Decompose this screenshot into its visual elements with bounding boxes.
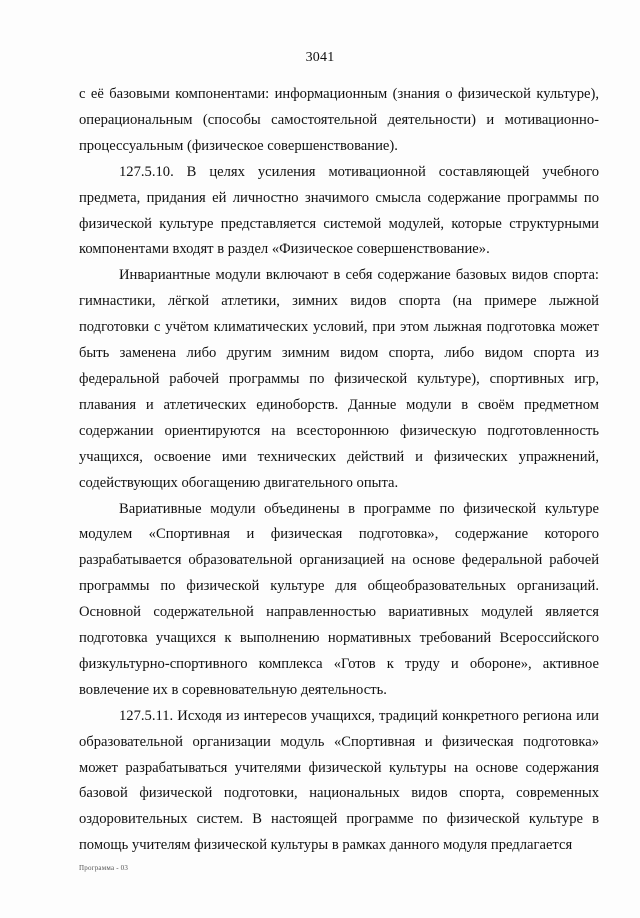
paragraph-invariant-modules: Инвариантные модули включают в себя содержание базовых видов спорта: гимнастики, лёгкой атлетики, зимних видов спорта (на примере лыжной подготовки с учётом климатических условий, при этом лыжная подготовка может быть заменена либо другим зимним видом спорта, либо видом спорта из федеральной рабочей программы по физической культуре), спортивных игр, плавания и атлетических единоборств. Данные модули в своём предметном содержании ориентируются на всестороннюю физическую подготовленность учащихся, освоение ими технических действий и физических упражнений, содействующих обогащению двигательного опыта. — [79, 267, 599, 491]
paragraph-127-5-10: 127.5.10. В целях усиления мотивационной составляющей учебного предмета, придания ей личностно значимого смысла содержание программы по физической культуре представляется системой модулей, которые структурными компонентами входят в раздел «Физическое совершенствование». — [79, 163, 599, 258]
body-text — [79, 82, 599, 859]
paragraph-127-5-11: 127.5.11. Исходя из интересов учащихся, традиций конкретного региона или образовательной организации модуль «Спортивная и физическая подготовка» может разрабатываться учителями физической культуры на основе содержания базовой физической подготовки, национальных видов спорта, современных оздоровительных систем. В настоящей программе по физической культуре в помощь учителям физической культуры в рамках данного модуля предлагается — [79, 707, 599, 854]
paragraph-variative-modules: Вариативные модули объединены в программе по физической культуре модулем «Спортивная и физическая подготовка», содержание которого разрабатывается образовательной организацией на основе федеральной рабочей программы по физической культуре для общеобразовательных организаций. Основной содержательной направленностью вариативных модулей является подготовка учащихся к выполнению нормативных требований Всероссийского физкультурно-спортивного комплекса «Готов к труду и обороне», активное вовлечение их в соревновательную деятельность. — [79, 500, 599, 698]
page-footer: Программа - 03 — [79, 864, 129, 872]
page-number: 3041 — [305, 50, 335, 65]
paragraph-continuation: с её базовыми компонентами: информационным (знания о физической культуре), операциональным (способы самостоятельной деятельности) и мотивационно-процессуальным (физическое совершенствование). — [79, 86, 599, 154]
